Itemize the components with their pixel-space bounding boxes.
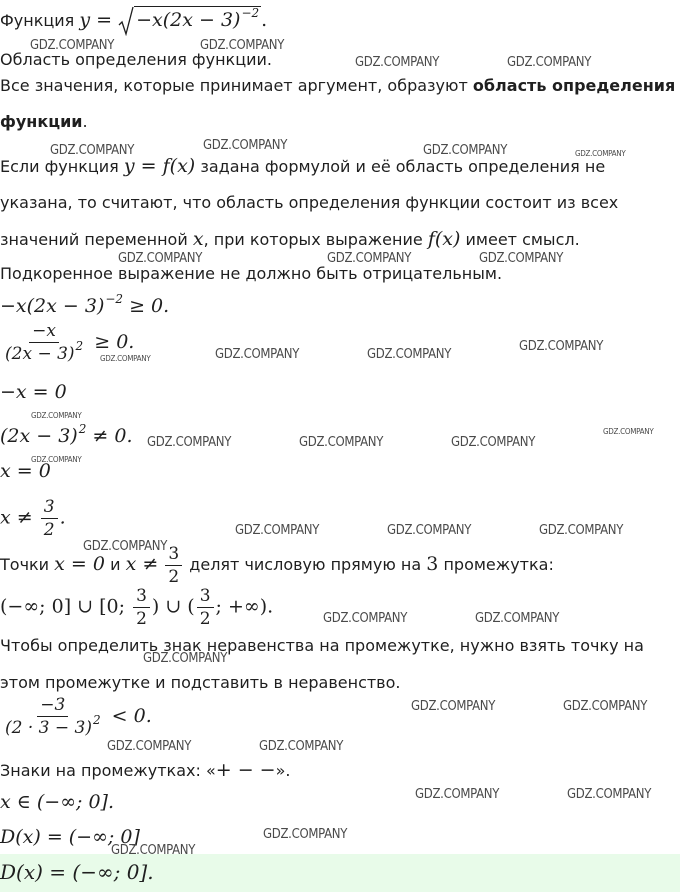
watermark: GDZ.COMPANY	[475, 611, 560, 626]
watermark: GDZ.COMPANY	[100, 354, 151, 363]
watermark: GDZ.COMPANY	[203, 138, 288, 153]
numerator-zero: −x = 0	[0, 381, 67, 403]
fraction-inequality: $\frac{-x}{(2x - 3)^2}$ ≥ 0.	[0, 322, 134, 364]
watermark: GDZ.COMPANY	[31, 455, 82, 464]
sign-method-line-1: Чтобы определить знак неравенства на промежутке, нужно взять точку на	[0, 636, 644, 655]
watermark: GDZ.COMPANY	[451, 435, 536, 450]
watermark: GDZ.COMPANY	[563, 699, 648, 714]
fraction-three-halves: $\frac{3}{2}$	[197, 587, 214, 628]
definition-heading: Область определения функции.	[0, 50, 272, 69]
radicand: $-x(2x - 3)^{-2}$	[136, 6, 260, 31]
x-not-three-halves: x ≠ $\frac{3}{2}$ .	[0, 497, 66, 540]
watermark: GDZ.COMPANY	[263, 827, 348, 842]
signs-on-intervals: Знаки на промежутках: «+ − −».	[0, 759, 291, 781]
fraction: $\frac{-3}{(2 \cdot 3 - 3)^2}$	[5, 695, 101, 738]
paragraph-2-line-1: Если функция y = f(x) задана формулой и её область определения не	[0, 155, 606, 177]
watermark: GDZ.COMPANY	[143, 651, 228, 666]
watermark: GDZ.COMPANY	[387, 523, 472, 538]
watermark: GDZ.COMPANY	[50, 143, 135, 158]
watermark: GDZ.COMPANY	[83, 539, 168, 554]
watermark: GDZ.COMPANY	[567, 787, 652, 802]
watermark: GDZ.COMPANY	[111, 843, 196, 858]
final-answer: D(x) = (−∞; 0].	[0, 860, 154, 884]
watermark: GDZ.COMPANY	[415, 787, 500, 802]
radical-sign-icon	[118, 6, 134, 36]
watermark: GDZ.COMPANY	[215, 347, 300, 362]
intervals: (−∞; 0] ∪ [0; $\frac{3}{2}$ ) ∪ ( $\frac{3}{2}$ ; +∞).	[0, 586, 274, 629]
sign-method-line-2: этом промежутке и подставить в неравенство.	[0, 673, 401, 692]
watermark: GDZ.COMPANY	[30, 38, 115, 53]
fraction: $\frac{-x}{(2x - 3)^2}$	[5, 321, 84, 364]
domain-line: D(x) = (−∞; 0]	[0, 826, 140, 848]
radicand-note: Подкоренное выражение не должно быть отрицательным.	[0, 264, 503, 283]
watermark: GDZ.COMPANY	[118, 251, 203, 266]
fraction-three-halves: $\frac{3}{2}$	[41, 498, 58, 539]
bold-term: функции	[0, 112, 83, 131]
paragraph-1-line-1: Все значения, которые принимает аргумент, образуют область определения	[0, 76, 676, 95]
paragraph-2-line-2: указана, то считают, что область определения функции состоит из всех	[0, 193, 619, 212]
x-in-interval: x ∈ (−∞; 0].	[0, 791, 114, 813]
watermark: GDZ.COMPANY	[411, 699, 496, 714]
watermark: GDZ.COMPANY	[259, 739, 344, 754]
watermark: GDZ.COMPANY	[367, 347, 452, 362]
watermark: GDZ.COMPANY	[507, 55, 592, 70]
title-function: y =	[79, 9, 119, 31]
bold-term: область определения	[472, 76, 676, 95]
paragraph-2-line-3: значений переменной x, при которых выражение f(x) имеет смысл.	[0, 228, 580, 250]
title-prefix: Функция	[0, 11, 75, 30]
watermark: GDZ.COMPANY	[31, 411, 82, 420]
watermark: GDZ.COMPANY	[200, 38, 285, 53]
inequality-1: $-x(2x - 3)^{-2} \ge 0$.	[0, 292, 170, 317]
watermark: GDZ.COMPANY	[355, 55, 440, 70]
watermark: GDZ.COMPANY	[575, 149, 626, 158]
paragraph-1-line-2: функции.	[0, 112, 88, 131]
task-title: Функция y = $-x(2x - 3)^{-2}$ .	[0, 10, 267, 32]
test-point-inequality: $\frac{-3}{(2 \cdot 3 - 3)^2}$ < 0.	[0, 696, 152, 738]
watermark: GDZ.COMPANY	[423, 143, 508, 158]
denominator-not-zero: $(2x - 3)^2 \ne 0$.	[0, 422, 133, 447]
x-equals-zero: x = 0	[0, 460, 51, 482]
watermark: GDZ.COMPANY	[147, 435, 232, 450]
watermark: GDZ.COMPANY	[235, 523, 320, 538]
watermark: GDZ.COMPANY	[323, 611, 408, 626]
fraction-three-halves: $\frac{3}{2}$	[165, 545, 182, 586]
watermark: GDZ.COMPANY	[327, 251, 412, 266]
watermark: GDZ.COMPANY	[299, 435, 384, 450]
points-statement: Точки x = 0 и x ≠ $\frac{3}{2}$ делят числовую прямую на 3 промежутка:	[0, 544, 554, 587]
watermark: GDZ.COMPANY	[603, 427, 654, 436]
watermark: GDZ.COMPANY	[539, 523, 624, 538]
watermark: GDZ.COMPANY	[519, 339, 604, 354]
watermark: GDZ.COMPANY	[107, 739, 192, 754]
watermark: GDZ.COMPANY	[479, 251, 564, 266]
fraction-three-halves: $\frac{3}{2}$	[133, 587, 150, 628]
